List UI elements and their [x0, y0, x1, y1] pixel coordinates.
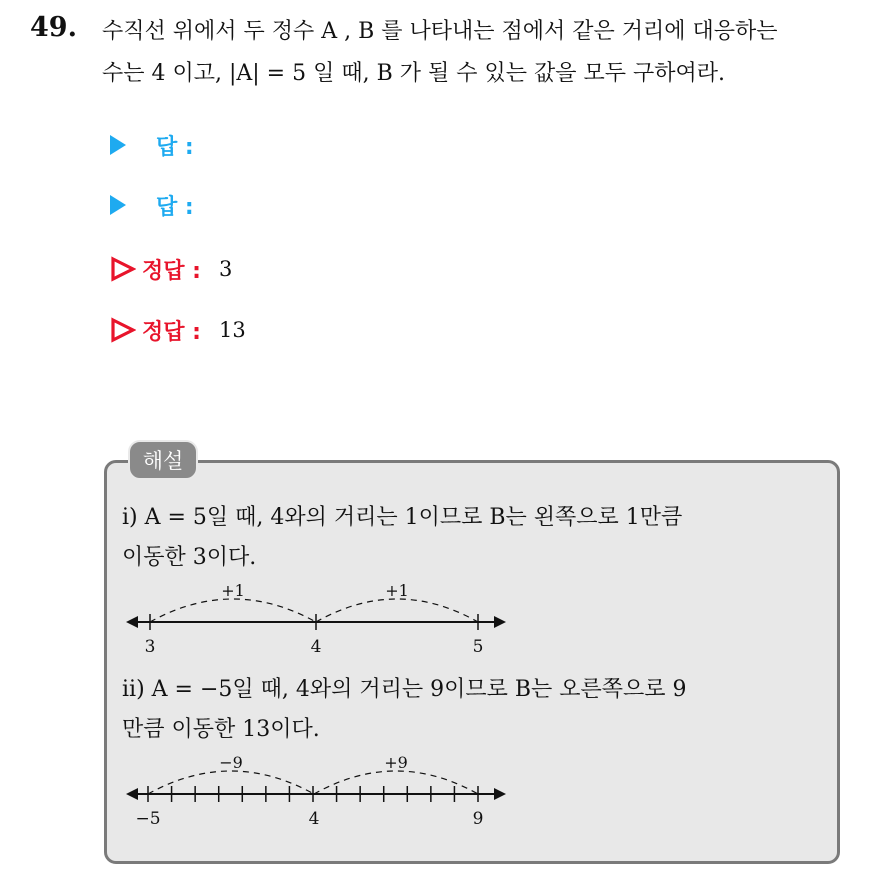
arc-right-label: +9 [384, 753, 408, 772]
case2-text-line1: ⅱ) A = −5일 때, 4와의 거리는 9이므로 B는 오른쪽으로 9 [122, 677, 687, 702]
arrow-right-icon [494, 616, 506, 628]
answer-label: 답 : [156, 134, 194, 160]
tick-label: 5 [472, 637, 484, 657]
correct-answer-label: 정답 : [142, 258, 201, 284]
arrow-left-icon [126, 788, 138, 800]
arrow-left-icon [126, 616, 138, 628]
explanation-tab: 해설 [128, 440, 198, 480]
arc-right-label: +1 [385, 581, 409, 600]
arc-right [316, 599, 478, 622]
tick-label: 4 [308, 809, 320, 829]
tick-label: 3 [144, 637, 156, 657]
tick-label: 4 [310, 637, 322, 657]
correct-answer-label: 정답 : [142, 319, 201, 345]
case1-text-line2: 이동한 3이다. [122, 545, 257, 570]
correct-answer-value: 3 [218, 257, 233, 281]
arc-left-label: +1 [221, 581, 245, 600]
answer-label: 답 : [156, 194, 194, 220]
number-line-1 [120, 578, 520, 660]
arrow-right-icon [494, 788, 506, 800]
correct-answer-value: 13 [218, 318, 246, 342]
correct-answer-row-2 [110, 313, 246, 347]
play-triangle-icon [110, 195, 126, 215]
arc-right [314, 771, 478, 794]
outline-triangle-icon [110, 317, 136, 343]
case2-text-line2: 만큼 이동한 13이다. [122, 717, 320, 742]
number-line-2 [120, 750, 520, 832]
arc-left-label: −9 [219, 753, 243, 772]
correct-answer-row-1 [110, 252, 232, 286]
question-text-line2: 수는 4 이고, |A| = 5 일 때, B 가 될 수 있는 값을 모두 구하여라. [102, 61, 725, 86]
question-text-line1: 수직선 위에서 두 정수 A , B 를 나타내는 점에서 같은 거리에 대응하는 [102, 19, 778, 44]
question-number: 49. [30, 12, 77, 43]
answer-row-2[interactable] [110, 188, 194, 222]
answer-row-1[interactable] [110, 128, 194, 162]
outline-triangle-icon [110, 256, 136, 282]
tick-label: 9 [472, 809, 484, 829]
arc-left [150, 599, 316, 622]
tick-label: −5 [135, 809, 161, 829]
play-triangle-icon [110, 135, 126, 155]
case1-text-line1: ⅰ) A = 5일 때, 4와의 거리는 1이므로 B는 왼쪽으로 1만큼 [122, 505, 683, 530]
